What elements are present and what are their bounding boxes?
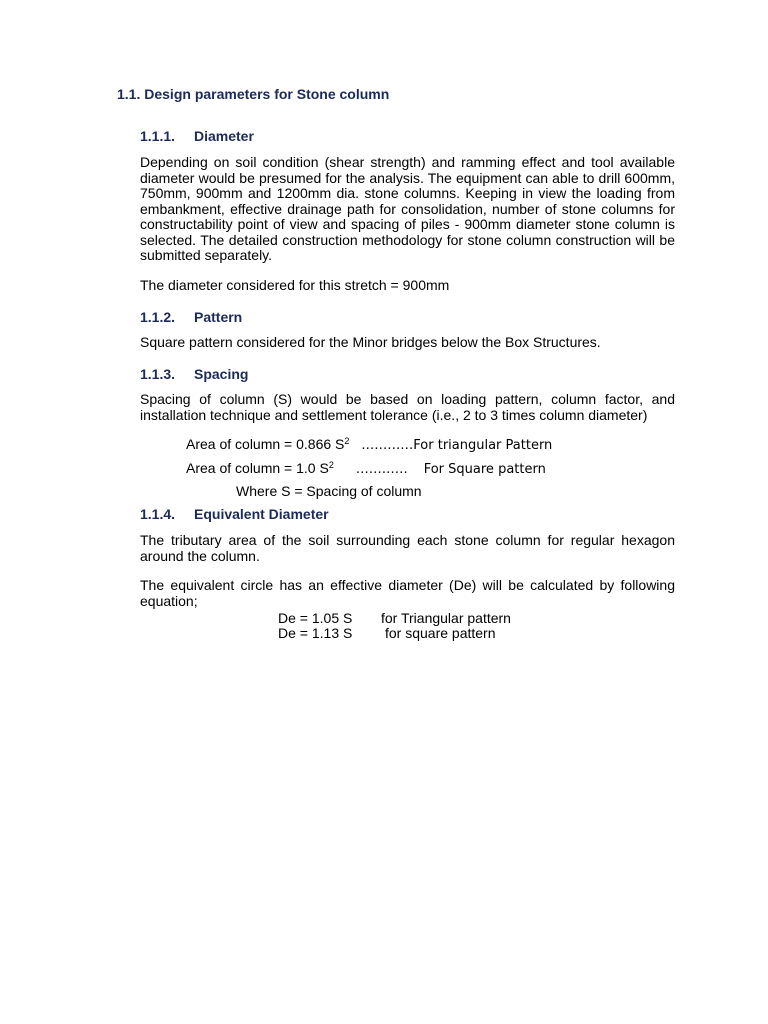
equivalent-paragraph-1: The tributary area of the soil surrounding each stone column for regular hexagon around the column. bbox=[140, 532, 675, 564]
section-heading bbox=[117, 86, 389, 102]
subsection-heading-spacing bbox=[140, 366, 248, 382]
formula-square bbox=[186, 460, 546, 478]
equation-square bbox=[278, 625, 496, 641]
equation-formula: De = 1.05 S bbox=[278, 610, 353, 626]
equation-formula: De = 1.13 S bbox=[278, 625, 353, 641]
subsection-heading-pattern bbox=[140, 309, 242, 325]
formula-triangular bbox=[186, 436, 552, 454]
formula-dots: ………… bbox=[355, 462, 408, 477]
section-title: Design parameters for Stone column bbox=[144, 86, 390, 102]
equivalent-paragraph-2: The equivalent circle has an effective diameter (De) will be calculated by following equation; bbox=[140, 577, 675, 609]
diameter-considered: The diameter considered for this stretch = 900mm bbox=[140, 277, 450, 293]
formula-label: For triangular Pattern bbox=[413, 438, 553, 453]
equation-label: for Triangular pattern bbox=[381, 610, 511, 626]
spacing-paragraph: Spacing of column (S) would be based on loading pattern, column factor, and installation technique and settlement tolerance (i.e., 2 to 3 times column diameter) bbox=[140, 391, 675, 423]
equation-label: for square pattern bbox=[385, 625, 496, 641]
formula-exponent: 2 bbox=[328, 460, 334, 470]
formula-lhs: Area of column = 0.866 S bbox=[186, 436, 345, 452]
equation-triangular bbox=[278, 610, 511, 626]
formula-exponent: 2 bbox=[344, 436, 350, 446]
subsection-heading-diameter bbox=[140, 128, 254, 144]
subsection-number: 1.1.4. bbox=[140, 506, 176, 522]
subsection-title: Spacing bbox=[194, 366, 249, 382]
formula-label: For Square pattern bbox=[423, 462, 546, 477]
subsection-number: 1.1.1. bbox=[140, 128, 176, 144]
diameter-paragraph: Depending on soil condition (shear strength) and ramming effect and tool available diameter would be presumed for the analysis. The equipment can able to drill 600mm, 750mm, 900mm and 1200mm dia. stone columns. Keeping in view the loading from embankment, effective drainage path for consolidation, number of stone columns for constructability point of view and spacing of piles - 900mm diameter stone column is selected. The detailed construction methodology for stone column construction will be submitted separately. bbox=[140, 154, 675, 263]
subsection-number: 1.1.3. bbox=[140, 366, 176, 382]
subsection-title: Pattern bbox=[194, 309, 243, 325]
spacing-where: Where S = Spacing of column bbox=[236, 483, 422, 499]
subsection-title: Equivalent Diameter bbox=[194, 506, 329, 522]
section-number: 1.1. bbox=[117, 86, 141, 102]
subsection-number: 1.1.2. bbox=[140, 309, 176, 325]
formula-dots: ………… bbox=[361, 438, 414, 453]
subsection-title: Diameter bbox=[194, 128, 254, 144]
formula-lhs: Area of column = 1.0 S bbox=[186, 460, 329, 476]
pattern-paragraph: Square pattern considered for the Minor bridges below the Box Structures. bbox=[140, 334, 601, 350]
subsection-heading-equivalent-diameter bbox=[140, 506, 329, 522]
